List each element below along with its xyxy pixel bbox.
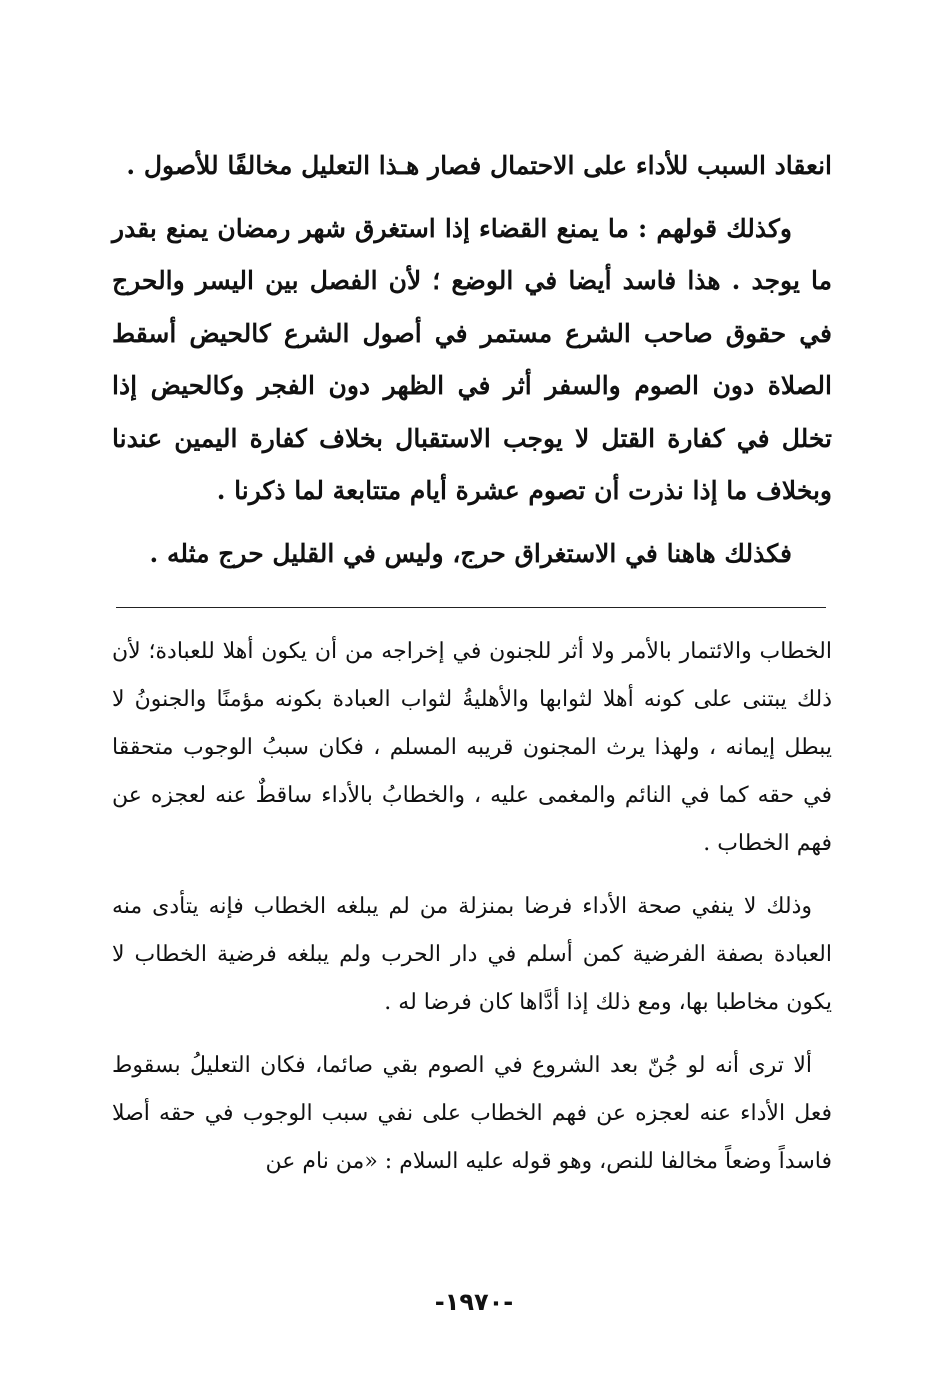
footnote-paragraph-2: وذلك لا ينفي صحة الأداء فرضا بمنزلة من لم يبلغه الخطاب فإنه يتأدى منه العبادة بصفة الفرضية كمن أسلم في دار الحرب ولم يبلغه فرضية الخطاب لا يكون مخاطبا بها، ومع ذلك إذا أدَّاها كان فرضا له .	[112, 894, 832, 1015]
footnote-divider	[116, 607, 826, 608]
footnote-paragraph-1: الخطاب والائتمار بالأمر ولا أثر للجنون في إخراجه من أن يكون أهلا للعبادة؛ لأن ذلك يبتنى على كونه أهلا لثوابها والأهليةُ لثواب العبادة بكونه مؤمنًا والجنونُ لا يبطل إيمانه ، ولهذا يرث المجنون قريبه المسلم ، فكان سببُ الوجوب متحققا في حقه كما في النائم والمغمى عليه ، والخطابُ بالأداء ساقطٌ عنه لعجزه عن فهم الخطاب .	[112, 639, 832, 856]
footnote-text	[112, 628, 832, 1186]
main-paragraph-3: فكذلك هاهنا في الاستغراق حرج، وليس في القليل حرج مثله .	[149, 538, 792, 568]
footnote-paragraph-3: ألا ترى أنه لو جُنّ بعد الشروع في الصوم بقي صائما، فكان التعليلُ بسقوط فعل الأداء عنه لعجزه عن فهم الخطاب على نفي سبب الوجوب في حقه أصلا فاسداً وضعاً مخالفا للنص، وهو قوله عليه السلام : «من نام عن	[112, 1053, 832, 1174]
main-paragraph-1: انعقاد السبب للأداء على الاحتمال فصار هـذا التعليل مخالفًا للأصول .	[126, 151, 832, 180]
main-paragraph-2: وكذلك قولهم : ما يمنع القضاء إذا استغرق شهر رمضان يمنع بقدر ما يوجد . هذا فاسد أيضا في الوضع ؛ لأن الفصل بين اليسر والحرج في حقوق صاحب الشرع مستمر في أصول الشرع كالحيض أسقط الصلاة دون الصوم والسفر أثر في الظهر دون الفجر وكالحيض إذا تخلل في كفارة القتل لا يوجب الاستقبال بخلاف كفارة اليمين عندنا وبخلاف ما إذا نذرت أن تصوم عشرة أيام متتابعة لما ذكرنا .	[112, 213, 832, 505]
main-text	[112, 140, 832, 580]
page-number: -١٩٧٠-	[434, 1288, 514, 1316]
